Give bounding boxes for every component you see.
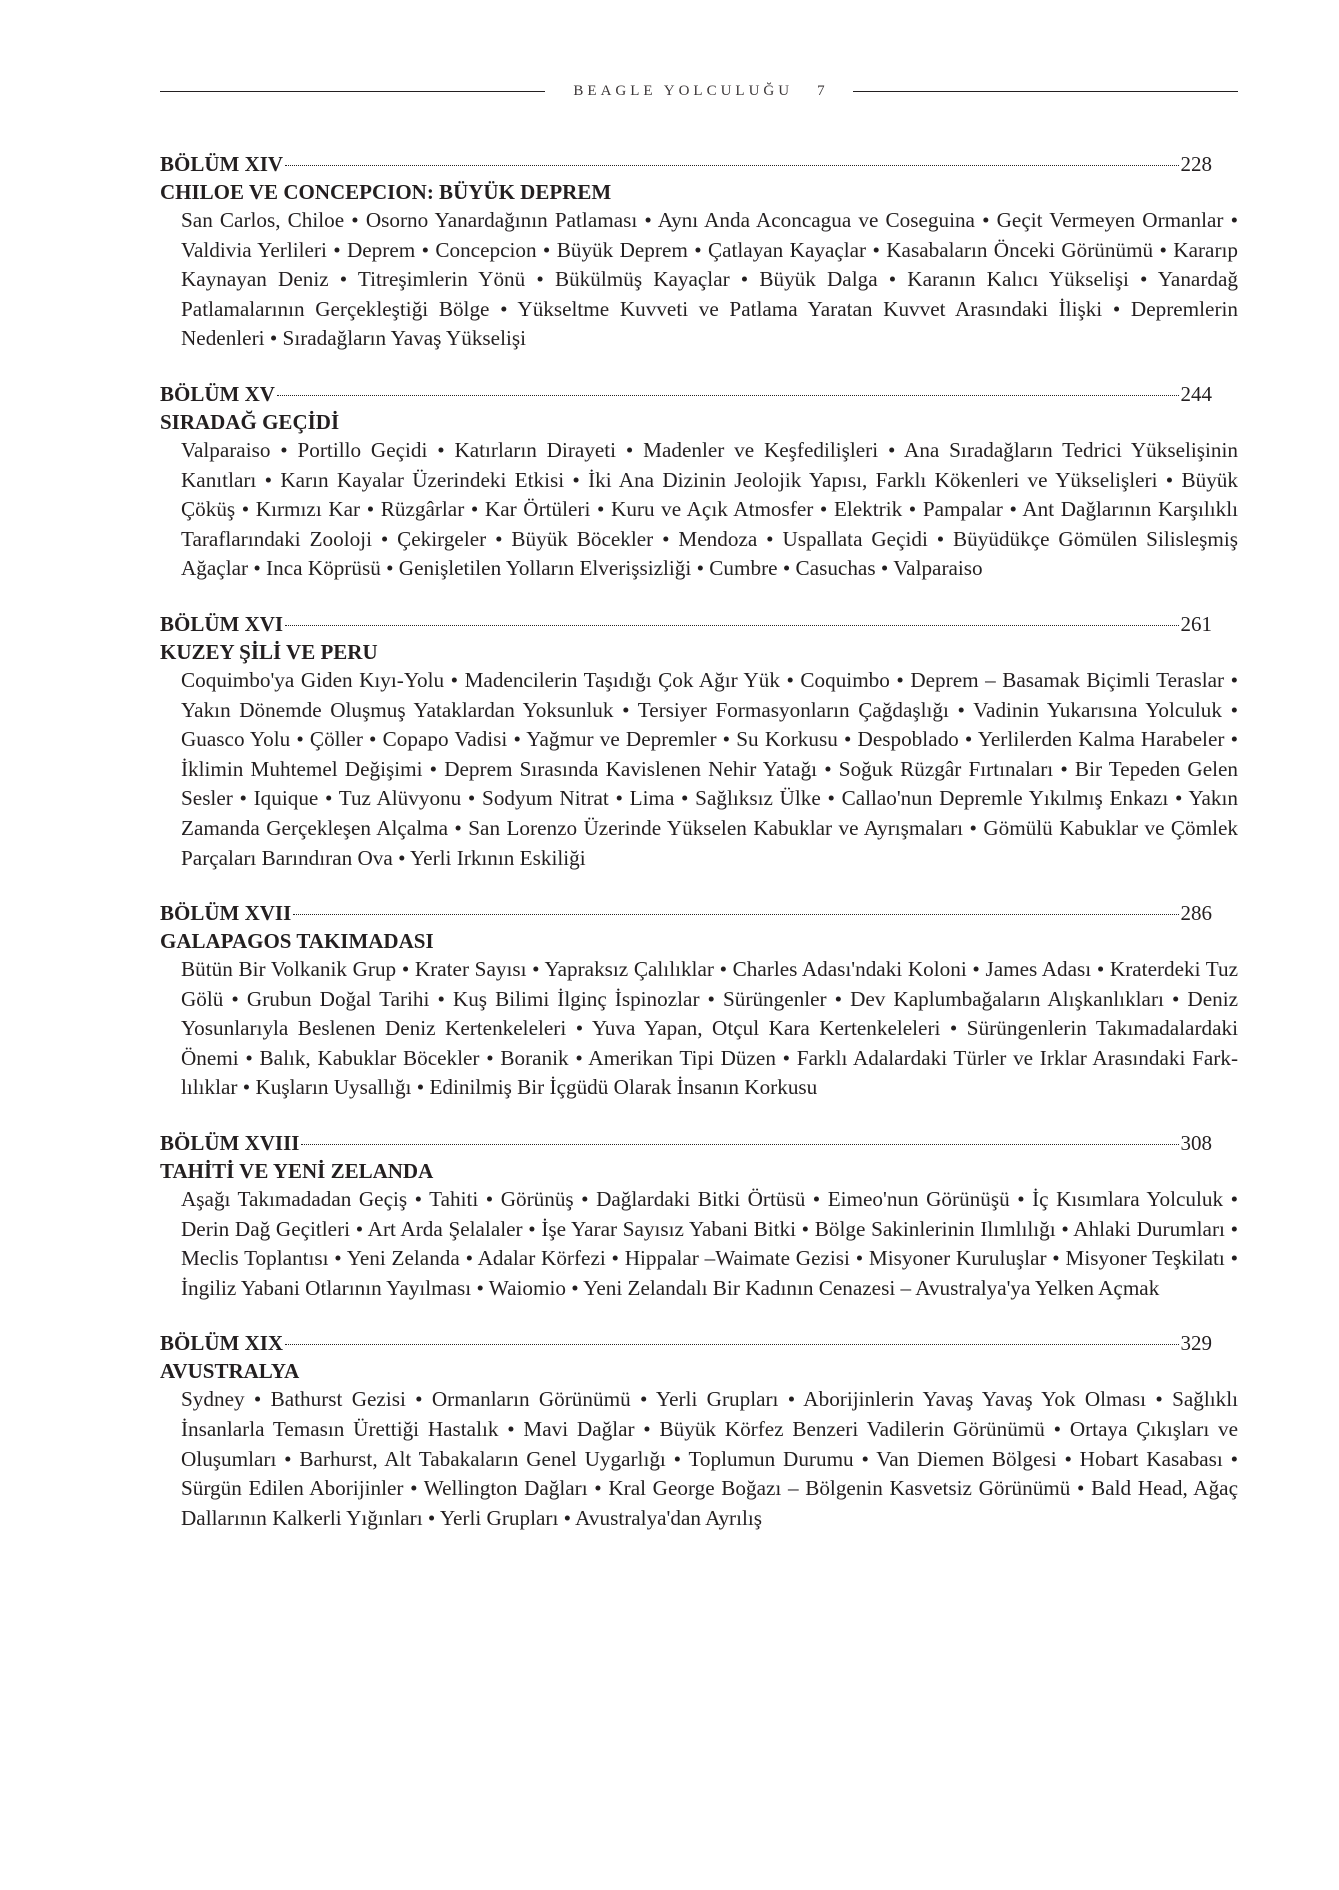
chapter-label: BÖLÜM XIX bbox=[160, 1331, 284, 1356]
header-rule-left bbox=[160, 91, 545, 92]
chapter-entry-xix bbox=[160, 1329, 1238, 1533]
chapter-title: KUZEY ŞİLİ VE PERU bbox=[160, 639, 378, 664]
chapter-page-number: 308 bbox=[1180, 1131, 1212, 1156]
chapter-page-number: 286 bbox=[1180, 901, 1212, 926]
chapter-summary: Aşağı Takımadadan Geçiş • Tahiti • Görünüş • Dağlardaki Bitki Örtüsü • Eimeo'nun Görünüşü • İç Kısımlara Yolculuk • Derin Dağ Geçitleri • Art Arda Şelalaler • İşe Yarar Sayısız Yabani Bitki • Bölge Sakinlerinin Ilımlılığı • Ahlaki Durumları • Meclis Toplantısı • Yeni Zelanda • Adalar Körfezi • Hippalar –Waimate Gezisi • Misyoner Kuruluşlar • Misyoner Teşkilatı • İngiliz Yabani Otlarının Yayılması • Waiomio • Yeni Zelandalı Bir Kadının Cenazesi – Avustralya'ya Yelken Açmak bbox=[181, 1187, 1238, 1300]
chapter-entry-xvii bbox=[160, 899, 1238, 1103]
chapter-entry-xiv bbox=[160, 150, 1238, 354]
chapter-title: TAHİTİ VE YENİ ZELANDA bbox=[160, 1159, 434, 1184]
chapter-summary: Bütün Bir Volkanik Grup • Krater Sayısı • Yapraksız Çalılıklar • Charles Adası'ndaki Koloni • James Adası • Kraterdeki Tuz Gölü • Grubun Doğal Tarihi • Kuş Bilimi İlginç İspinozlar • Sürüngenler • Dev Kaplumbağaların Alışkanlıkları • Deniz Yosunlarıyla Beslenen Deniz Kertenkeleleri • Yuva Yapan, Otçul Kara Kertenkeleleri • Sürüngenlerin Takımadalardaki Önemi • Balık, Kabuklar Böcekler • Boranik • Amerikan Tipi Düzen • Farklı Adalardaki Türler ve Irklar Arasındaki Farklılıklar • Kuşların Uysallığı • Edinilmiş Bir İçgüdü Olarak İnsanın Korkusu bbox=[181, 957, 1238, 1100]
chapter-label: BÖLÜM XIV bbox=[160, 152, 284, 176]
running-header bbox=[160, 76, 1238, 106]
dot-leader bbox=[293, 914, 1178, 915]
chapter-entry-xviii bbox=[160, 1129, 1238, 1303]
chapter-summary: Sydney • Bathurst Gezisi • Ormanların Görünümü • Yerli Grupları • Aborijinlerin Yavaş Yavaş Yok Olması • Sağlıklı İnsanlarla Temasın Ürettiği Hastalık • Mavi Dağlar • Büyük Körfez Benzeri Vadilerin Görünümü • Ortaya Çıkışları ve Oluşumları • Barhurst, Alt Tabakaların Genel Uygarlığı • Toplumun Durumu • Van Diemen Bölgesi • Hobart Kasabası • Sürgün Edilen Aborijinler • Wellington Dağları • Kral George Boğazı – Bölgenin Kasvetsiz Görünümü • Bald Head, Ağaç Dallarının Kalkerli Yığınları • Yerli Grupları • Avustralya'dan Ayrılış bbox=[181, 1387, 1238, 1530]
chapter-page-number: 261 bbox=[1180, 611, 1212, 636]
chapter-summary: San Carlos, Chiloe • Osorno Yanardağının Patlaması • Aynı Anda Aconcagua ve Coseguina • Geçit Vermeyen Ormanlar • Valdivia Yerlileri • Deprem • Concepcion • Büyük Deprem • Çatlayan Kayaçlar • Kasabaların Önceki Görünümü • Kararıp Kaynayan Deniz • Titreşimlerin Yönü • Bükülmüş Kayaçlar • Büyük Dalga • Karanın Kalıcı Yükselişi • Yanardağ Patlamalarının Gerçekleştiği Bölge • Yükseltme Kuvveti ve Patlama Yaratan Kuvvet Arasındaki İlişki • Depremlerin Nedenleri • Sıradağların Yavaş Yükselişi bbox=[181, 208, 1238, 351]
dot-leader bbox=[285, 625, 1178, 626]
header-rule-right bbox=[853, 91, 1238, 92]
header-title-group bbox=[545, 83, 852, 100]
chapter-label: BÖLÜM XV bbox=[160, 381, 275, 406]
page-number: 7 bbox=[817, 82, 825, 99]
chapter-heading-line bbox=[160, 1329, 1212, 1357]
chapter-title: SIRADAĞ GEÇİDİ bbox=[160, 409, 340, 434]
table-of-contents bbox=[160, 150, 1238, 1559]
dot-leader bbox=[301, 1144, 1178, 1145]
chapter-heading-line bbox=[160, 1129, 1212, 1157]
dot-leader bbox=[285, 1344, 1178, 1345]
chapter-title: GALAPAGOS TAKIMADASI bbox=[160, 929, 434, 954]
chapter-heading-line bbox=[160, 610, 1212, 638]
chapter-label: BÖLÜM XVIII bbox=[160, 1131, 300, 1156]
header-title: BEAGLE YOLCULUĞU bbox=[573, 82, 794, 99]
chapter-page-number: 329 bbox=[1180, 1331, 1212, 1356]
dot-leader bbox=[285, 165, 1178, 166]
chapter-title: CHILOE VE CONCEPCION: BÜYÜK DEPREM bbox=[160, 180, 612, 204]
chapter-page-number: 244 bbox=[1180, 381, 1212, 406]
chapter-summary: Valparaiso • Portillo Geçidi • Katırların Dirayeti • Madenler ve Keşfedilişleri • Ana Sıradağların Tedrici Yükselişinin Kanıtları • Karın Kayalar Üzerindeki Etkisi • İki Ana Dizinin Jeolojik Yapısı, Farklı Kökenleri ve Yükselişleri • Büyük Çöküş • Kırmızı Kar • Rüzgârlar • Kar Örtüleri • Kuru ve Açık Atmosfer • Elektrik • Pampalar • Ant Dağlarının Karşılıklı Taraflarındaki Zooloji • Çekirgeler • Büyük Böcekler • Mendoza • Uspallata Geçidi • Büyüdükçe Gömülen Silisleşmiş Ağaçlar • Inca Köprüsü • Genişletilen Yolların Elverişsizliği • Cumbre • Casuchas • Valparaiso bbox=[181, 437, 1238, 581]
chapter-page-number: 228 bbox=[1180, 152, 1212, 176]
chapter-label: BÖLÜM XVII bbox=[160, 901, 292, 926]
chapter-heading-line bbox=[160, 899, 1212, 927]
chapter-entry-xv bbox=[160, 380, 1238, 584]
chapter-label: BÖLÜM XVI bbox=[160, 611, 284, 636]
chapter-title: AVUSTRALYA bbox=[160, 1359, 300, 1384]
dot-leader bbox=[277, 395, 1179, 396]
chapter-entry-xvi bbox=[160, 610, 1238, 873]
chapter-heading-line bbox=[160, 150, 1212, 178]
chapter-heading-line bbox=[160, 380, 1212, 408]
chapter-summary: Coquimbo'ya Giden Kıyı-Yolu • Madencilerin Taşıdığı Çok Ağır Yük • Coquimbo • Deprem – Basamak Biçimli Teraslar • Yakın Dönemde Oluşmuş Yataklardan Yoksunluk • Tersiyer Formasyonların Çağdaşlığı • Vadinin Yukarısına Yolculuk • Guasco Yolu • Çöller • Copapo Vadisi • Yağmur ve Depremler • Su Korkusu • Despoblado • Yerlilerden Kalma Harabeler • İklimin Muhtemel Değişimi • Deprem Sırasında Kavislenen Nehir Yatağı • Soğuk Rüzgâr Fırtınaları • Bir Tepeden Gelen Sesler • Iquique • Tuz Alüvyonu • Sodyum Nitrat • Lima • Sağlıksız Ülke • Callao'nun Depremle Yıkılmış Enkazı • Yakın Zamanda Gerçekleşen Alçalma • San Lorenzo Üzerinde Yükselen Kabuklar ve Ayrışmaları • Gömülü Kabuklar ve Çömlek Parçaları Barındıran Ova • Yerli Irkının Eskiliği bbox=[181, 667, 1238, 870]
